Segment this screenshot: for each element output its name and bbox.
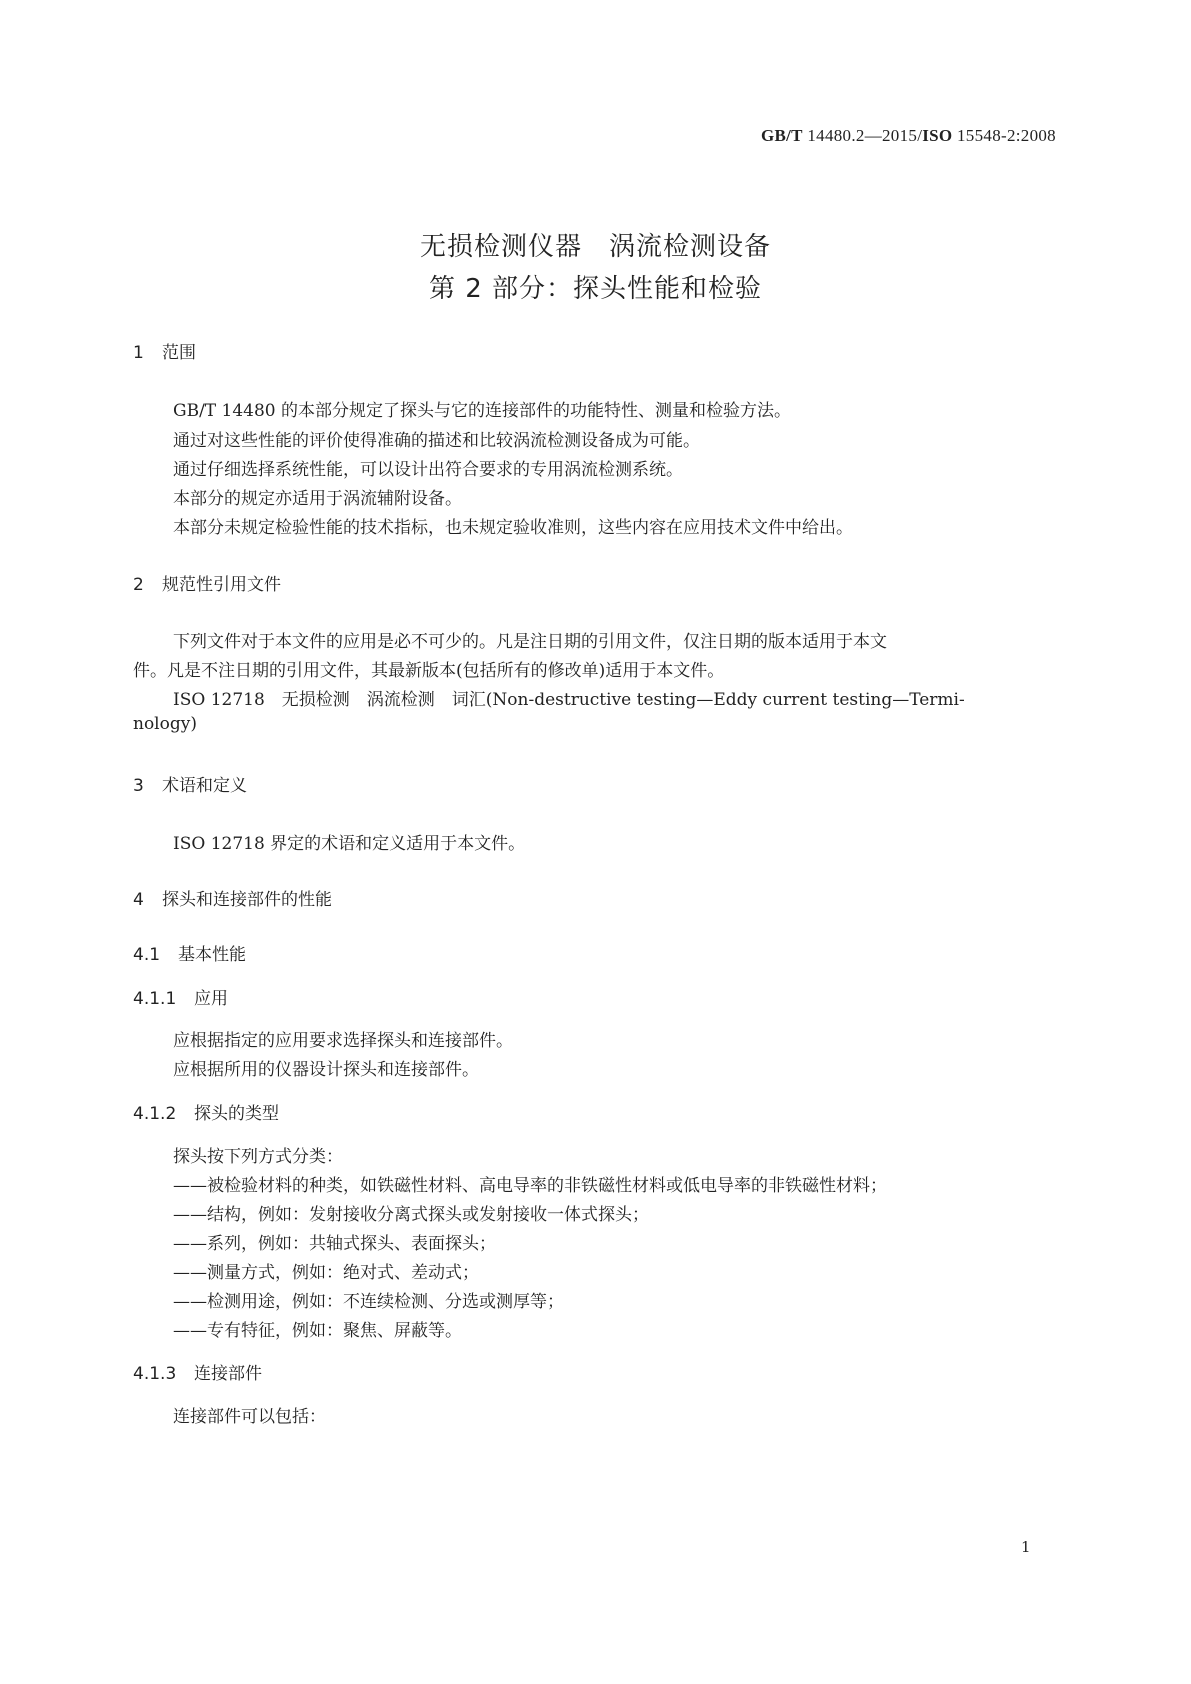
section-2-paragraph: 件。凡是不注日期的引用文件，其最新版本(包括所有的修改单)适用于本文件。 — [133, 661, 725, 681]
section-4-1-heading: 4.1 基本性能 — [133, 945, 246, 965]
list-item: ——测量方式，例如：绝对式、差动式； — [173, 1263, 479, 1283]
section-2-paragraph: 下列文件对于本文件的应用是必不可少的。凡是注日期的引用文件，仅注日期的版本适用于本文 — [173, 632, 887, 652]
section-3-paragraph: ISO 12718 界定的术语和定义适用于本文件。 — [173, 834, 526, 854]
list-item: ——系列，例如：共轴式探头、表面探头； — [173, 1234, 496, 1254]
document-title-line1: 无损检测仪器 涡流检测设备 — [419, 232, 771, 262]
section-1-paragraph: 通过对这些性能的评价使得准确的描述和比较涡流检测设备成为可能。 — [173, 431, 700, 451]
normative-reference: nology) — [133, 714, 197, 734]
section-1-paragraph: GB/T 14480 的本部分规定了探头与它的连接部件的功能特性、测量和检验方法。 — [173, 401, 792, 421]
section-2-heading: 2 规范性引用文件 — [133, 575, 281, 595]
section-3-heading: 3 术语和定义 — [133, 776, 247, 796]
list-item: ——被检验材料的种类，如铁磁性材料、高电导率的非铁磁性材料或低电导率的非铁磁性材料； — [173, 1176, 887, 1196]
list-item: ——结构，例如：发射接收分离式探头或发射接收一体式探头； — [173, 1205, 649, 1225]
section-4-1-2-intro: 探头按下列方式分类： — [173, 1147, 343, 1167]
page-number: 1 — [1021, 1538, 1031, 1556]
section-1-paragraph: 本部分的规定亦适用于涡流辅附设备。 — [173, 489, 462, 509]
section-1-paragraph: 通过仔细选择系统性能，可以设计出符合要求的专用涡流检测系统。 — [173, 460, 683, 480]
document-title-line2: 第 2 部分：探头性能和检验 — [428, 274, 763, 304]
section-4-1-3-intro: 连接部件可以包括： — [173, 1407, 326, 1427]
section-4-1-2-heading: 4.1.2 探头的类型 — [133, 1104, 279, 1124]
section-4-1-1-paragraph: 应根据指定的应用要求选择探头和连接部件。 — [173, 1031, 513, 1051]
section-4-1-1-paragraph: 应根据所用的仪器设计探头和连接部件。 — [173, 1060, 479, 1080]
normative-reference: ISO 12718 无损检测 涡流检测 词汇(Non-destructive testing—Eddy current testing—Termi- — [173, 690, 965, 710]
section-4-1-1-heading: 4.1.1 应用 — [133, 989, 228, 1009]
list-item: ——检测用途，例如：不连续检测、分选或测厚等； — [173, 1292, 564, 1312]
section-4-1-3-heading: 4.1.3 连接部件 — [133, 1364, 262, 1384]
section-1-paragraph: 本部分未规定检验性能的技术指标，也未规定验收准则，这些内容在应用技术文件中给出。 — [173, 518, 853, 538]
standard-code: GB/T 14480.2—2015/ISO 15548-2:2008 — [760, 126, 1056, 145]
section-1-heading: 1 范围 — [133, 343, 196, 363]
list-item: ——专有特征，例如：聚焦、屏蔽等。 — [173, 1321, 462, 1341]
section-4-heading: 4 探头和连接部件的性能 — [133, 890, 332, 910]
